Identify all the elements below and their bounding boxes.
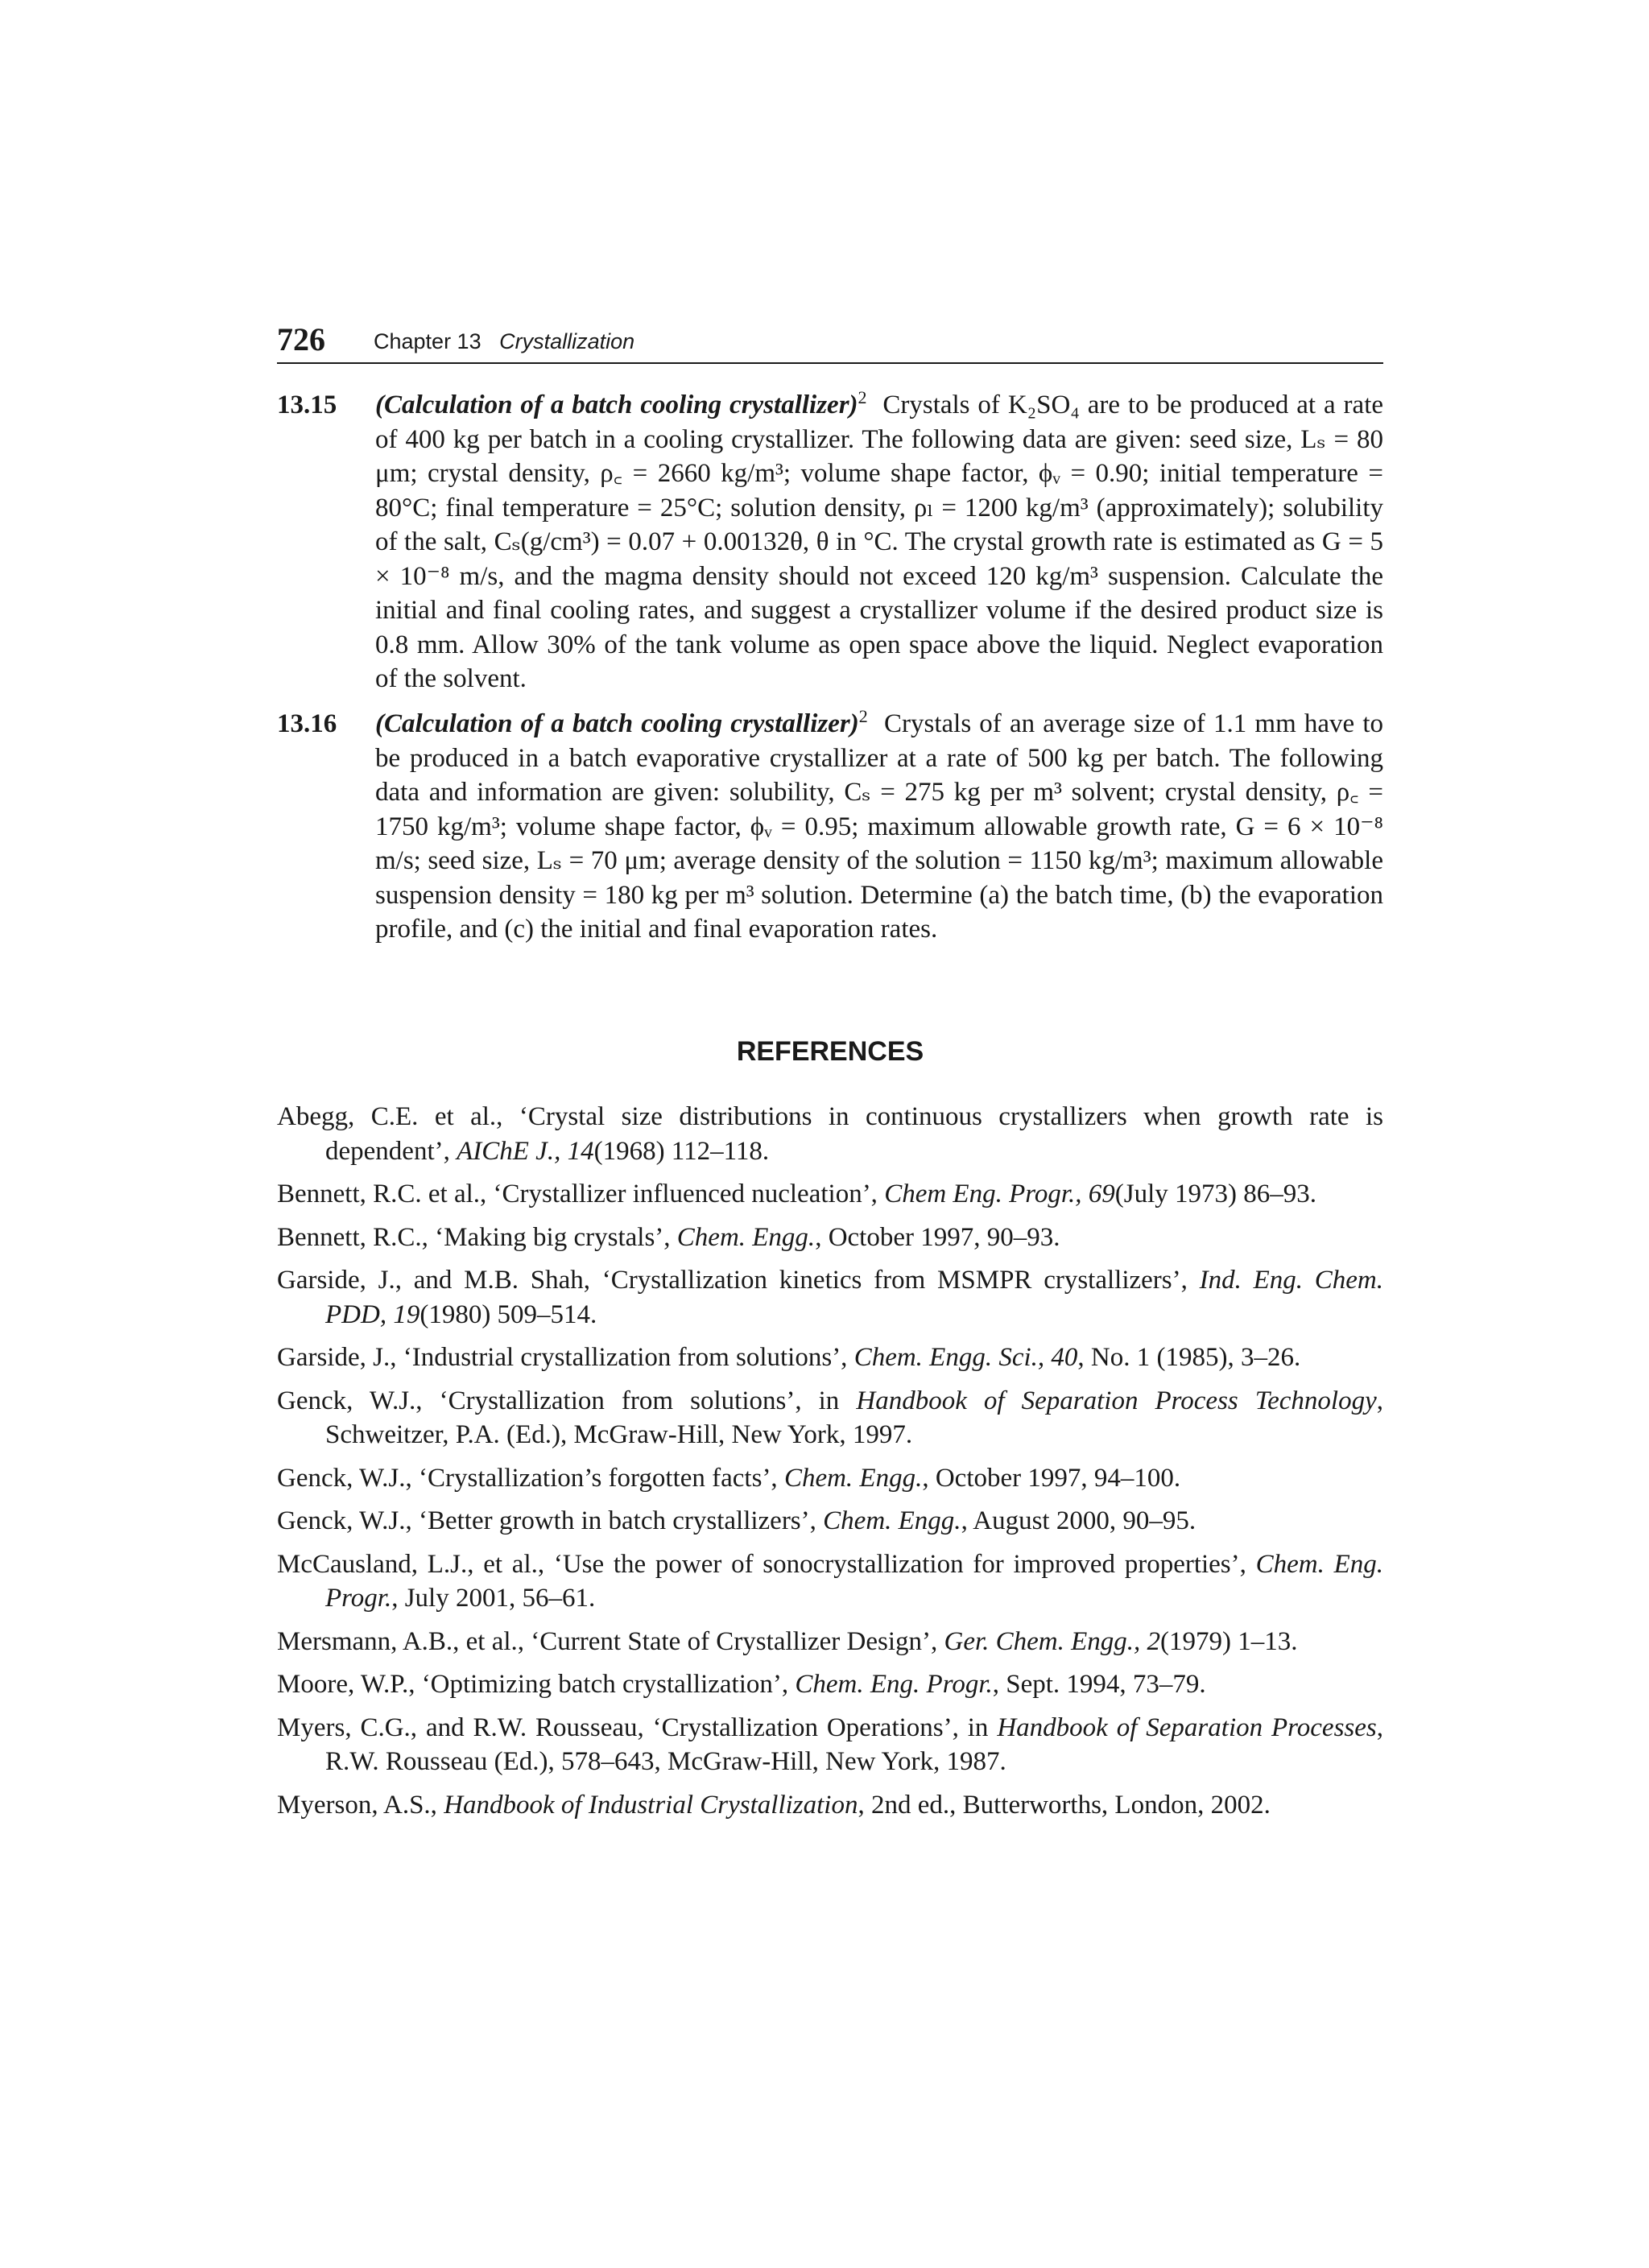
reference-item: Genck, W.J., ‘Crystallization from solutions’, in Handbook of Separation Process Technology, Schweitzer, P.A. (Ed.), McGraw-Hill, New York, 1997. [277, 1386, 1383, 1449]
problem-text: Crystals of K₂SO₄ are to be produced at a rate of 400 kg per batch in a cooling crystallizer. The following data are given: seed size, Lₛ = 80 μm; crystal density, ρ꜀ = 2660 kg/m³; volume shape factor, ϕᵥ = 0.90; initial temperature = 80°C; final temperature = 25°C; solution density, ρₗ = 1200 kg/m³ (approximately); solubility of the salt, Cₛ(g/cm³) = 0.07 + 0.00132θ, θ in °C. The crystal growth rate is estimated as G = 5 × 10⁻⁸ m/s, and the magma density should not exceed 120 kg/m³ suspension. Calculate the initial and final cooling rates, and suggest a crystallizer volume if the desired product size is 0.8 mm. Allow 30% of the tank volume as open space above the liquid. Neglect evaporation of the solvent. [375, 390, 1384, 693]
reference-item: Myerson, A.S., Handbook of Industrial Crystallization, 2nd ed., Butterworths, London, 2002. [277, 1790, 1271, 1820]
footnote-ref: 2 [858, 387, 867, 407]
references-heading: REFERENCES [736, 1036, 924, 1067]
problem-body [375, 388, 1383, 696]
references-list [277, 1100, 1383, 1831]
chapter-title: Crystallization [499, 329, 635, 353]
reference-item: Myers, C.G., and R.W. Rousseau, ‘Crystallization Operations’, in Handbook of Separation Processes, R.W. Rousseau (Ed.), 578–643, McGraw-Hill, New York, 1987. [277, 1712, 1383, 1776]
page-number: 726 [277, 321, 325, 357]
reference-item: McCausland, L.J., et al., ‘Use the power of sonocrystallization for improved properties’, Chem. Eng. Progr., July 2001, 56–61. [277, 1549, 1383, 1613]
problem-title: (Calculation of a batch cooling crystallizer) [375, 390, 858, 419]
reference-item: Abegg, C.E. et al., ‘Crystal size distributions in continuous crystallizers when growth rate is dependent’, AIChE J., 14(1968) 112–118. [277, 1102, 1383, 1166]
problem-13-16 [277, 707, 1383, 947]
reference-item: Moore, W.P., ‘Optimizing batch crystallization’, Chem. Eng. Progr., Sept. 1994, 73–79. [277, 1670, 1206, 1699]
problem-title: (Calculation of a batch cooling crystallizer) [375, 709, 859, 738]
reference-item: Mersmann, A.B., et al., ‘Current State of Crystallizer Design’, Ger. Chem. Engg., 2(1979) 1–13. [277, 1626, 1298, 1656]
problem-number: 13.16 [277, 709, 337, 738]
chapter-number: Chapter 13 [374, 329, 481, 353]
reference-item: Genck, W.J., ‘Better growth in batch crystallizers’, Chem. Engg., August 2000, 90–95. [277, 1506, 1196, 1535]
chapter-label [374, 328, 634, 354]
running-header [277, 320, 1383, 364]
reference-item: Garside, J., ‘Industrial crystallization from solutions’, Chem. Engg. Sci., 40, No. 1 (1985), 3–26. [277, 1343, 1301, 1372]
problem-text: Crystals of an average size of 1.1 mm have to be produced in a batch evaporative crystallizer at a rate of 500 kg per batch. The following data and information are given: solubility, Cₛ = 275 kg per m³ solvent; crystal density, ρ꜀ = 1750 kg/m³; volume shape factor, ϕᵥ = 0.95; maximum allowable growth rate, G = 6 × 10⁻⁸ m/s; seed size, Lₛ = 70 μm; average density of the solution = 1150 kg/m³; maximum allowable suspension density = 180 kg per m³ solution. Determine (a) the batch time, (b) the evaporation profile, and (c) the initial and final evaporation rates. [375, 709, 1383, 944]
reference-item: Bennett, R.C. et al., ‘Crystallizer influenced nucleation’, Chem Eng. Progr., 69(July 1973) 86–93. [277, 1179, 1317, 1208]
problem-number: 13.15 [277, 390, 337, 419]
footnote-ref: 2 [858, 706, 868, 726]
problem-body [375, 707, 1383, 947]
problem-13-15 [277, 388, 1383, 696]
reference-item: Garside, J., and M.B. Shah, ‘Crystallization kinetics from MSMPR crystallizers’, Ind. Eng. Chem. PDD, 19(1980) 509–514. [277, 1266, 1383, 1329]
reference-item: Bennett, R.C., ‘Making big crystals’, Chem. Engg., October 1997, 90–93. [277, 1222, 1060, 1252]
reference-item: Genck, W.J., ‘Crystallization’s forgotten facts’, Chem. Engg., October 1997, 94–100. [277, 1463, 1181, 1493]
